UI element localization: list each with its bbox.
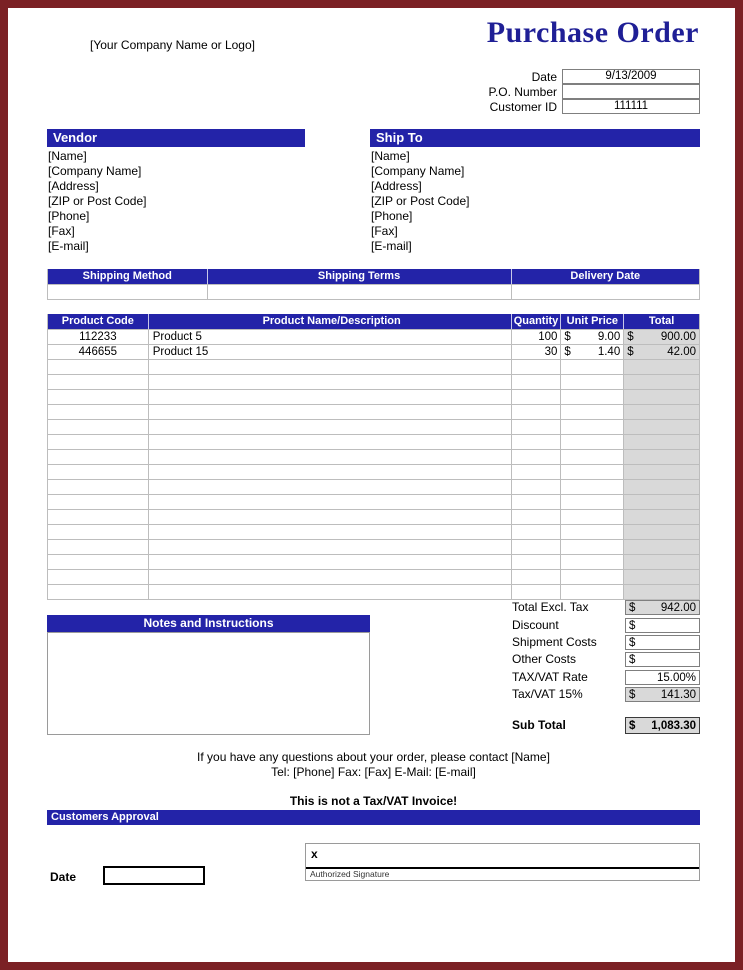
empty-cell (624, 555, 699, 569)
empty-cell (149, 465, 512, 479)
empty-cell (512, 480, 562, 494)
empty-cell (149, 570, 512, 584)
authorized-signature-label: Authorized Signature (310, 869, 390, 879)
po-number-field[interactable] (562, 84, 700, 99)
empty-cell (48, 405, 149, 419)
empty-cell (624, 480, 699, 494)
vendor-line: [Company Name] (48, 164, 142, 178)
tax-vat-rate-label: TAX/VAT Rate (512, 670, 588, 684)
total-excl-tax-value (625, 600, 700, 615)
notes-section-header: Notes and Instructions (47, 615, 370, 632)
empty-cell (512, 435, 562, 449)
amount: 1,083.30 (651, 719, 696, 732)
empty-cell (624, 540, 699, 554)
product-code-cell: 112233 (48, 330, 149, 344)
empty-cell (561, 495, 624, 509)
vendor-line: [Address] (48, 179, 99, 193)
total-cell (624, 345, 699, 359)
items-table (47, 314, 700, 600)
empty-cell (48, 540, 149, 554)
shipment-costs-label: Shipment Costs (512, 635, 597, 649)
empty-cell (149, 525, 512, 539)
signature-area[interactable] (305, 843, 700, 881)
empty-cell (48, 465, 149, 479)
empty-cell (512, 405, 562, 419)
empty-cell (624, 435, 699, 449)
empty-cell (149, 510, 512, 524)
shipping-terms-header: Shipping Terms (208, 269, 512, 284)
date-field[interactable]: 9/13/2009 (562, 69, 700, 84)
currency-symbol: $ (627, 346, 634, 358)
total-header: Total (648, 315, 675, 327)
empty-cell (149, 420, 512, 434)
ship-to-line: [ZIP or Post Code] (371, 194, 470, 208)
empty-cell (149, 405, 512, 419)
product-name-header: Product Name/Description (149, 314, 512, 329)
tax-vat-rate-value (625, 670, 700, 685)
empty-cell (561, 480, 624, 494)
table-row-empty (48, 510, 699, 525)
table-row-empty (48, 405, 699, 420)
empty-cell (512, 585, 562, 599)
empty-cell (512, 360, 562, 374)
shipping-method-field[interactable] (48, 285, 208, 299)
empty-cell (512, 390, 562, 404)
vendor-line: [ZIP or Post Code] (48, 194, 147, 208)
shipping-method-header: Shipping Method (48, 269, 208, 284)
empty-cell (624, 510, 699, 524)
table-row-empty (48, 570, 699, 585)
contact-line: Tel: [Phone] Fax: [Fax] E-Mail: [E-mail] (271, 765, 476, 779)
empty-cell (48, 375, 149, 389)
approval-date-field[interactable] (103, 866, 205, 885)
quantity-cell: 100 (512, 330, 562, 344)
empty-cell (512, 570, 562, 584)
customers-approval-header: Customers Approval (47, 810, 700, 825)
ship-to-line: [Address] (371, 179, 422, 193)
shipping-terms-field[interactable] (208, 285, 512, 299)
items-empty-rows (48, 360, 699, 600)
empty-cell (561, 525, 624, 539)
empty-cell (149, 555, 512, 569)
empty-cell (561, 435, 624, 449)
ship-to-line: [E-mail] (371, 239, 412, 253)
table-row-empty (48, 465, 699, 480)
empty-cell (624, 525, 699, 539)
empty-cell (149, 435, 512, 449)
empty-cell (48, 555, 149, 569)
empty-cell (561, 390, 624, 404)
table-row-empty (48, 450, 699, 465)
other-costs-label: Other Costs (512, 652, 577, 666)
empty-cell (561, 420, 624, 434)
customer-id-label: Customer ID (489, 99, 557, 114)
currency-symbol: $ (627, 331, 634, 343)
currency-symbol: $ (629, 653, 636, 666)
empty-cell (48, 495, 149, 509)
ship-to-section-header: Ship To (370, 129, 700, 147)
unit-price-value: 9.00 (597, 331, 621, 343)
empty-cell (512, 375, 562, 389)
company-logo-placeholder: [Your Company Name or Logo] (90, 38, 255, 52)
vendor-line: [E-mail] (48, 239, 89, 253)
table-row-empty (48, 435, 699, 450)
quantity-header: Quantity (512, 314, 562, 329)
table-row-empty (48, 525, 699, 540)
table-row-empty (48, 375, 699, 390)
currency-symbol: $ (564, 346, 571, 358)
currency-symbol: $ (629, 688, 636, 701)
date-label: Date (531, 69, 557, 84)
invoice-note: This is not a Tax/VAT Invoice! (289, 794, 458, 808)
product-name-cell: Product 5 (149, 330, 512, 344)
empty-cell (561, 375, 624, 389)
unit-price-header: Unit Price (561, 314, 624, 329)
total-excl-tax-label: Total Excl. Tax (512, 600, 589, 614)
shipping-header-row (48, 269, 699, 285)
table-row (48, 345, 699, 360)
table-row-empty (48, 585, 699, 600)
items-header-row (48, 314, 699, 330)
empty-cell (512, 450, 562, 464)
ship-to-line: [Phone] (371, 209, 413, 223)
empty-cell (512, 540, 562, 554)
empty-cell (624, 405, 699, 419)
empty-cell (512, 510, 562, 524)
empty-cell (561, 405, 624, 419)
empty-cell (624, 570, 699, 584)
empty-cell (561, 540, 624, 554)
discount-label: Discount (512, 618, 559, 632)
empty-cell (624, 360, 699, 374)
empty-cell (561, 585, 624, 599)
empty-cell (149, 495, 512, 509)
empty-cell (561, 555, 624, 569)
table-row-empty (48, 480, 699, 495)
unit-price-cell (561, 345, 624, 359)
amount: 942.00 (660, 601, 696, 614)
unit-price-cell (561, 330, 624, 344)
empty-cell (149, 540, 512, 554)
total-value: 900.00 (660, 331, 697, 343)
contact-line: If you have any questions about your order, please contact [Name] (197, 750, 550, 764)
empty-cell (149, 390, 512, 404)
delivery-date-field[interactable] (512, 285, 699, 299)
empty-cell (48, 420, 149, 434)
discount-field[interactable] (625, 618, 700, 633)
empty-cell (48, 480, 149, 494)
unit-price-value: 1.40 (597, 346, 621, 358)
ship-to-line: [Company Name] (371, 164, 465, 178)
empty-cell (624, 420, 699, 434)
empty-cell (561, 510, 624, 524)
product-code-header: Product Code (48, 314, 149, 329)
quantity-cell: 30 (512, 345, 562, 359)
empty-cell (48, 585, 149, 599)
tax-vat-label: Tax/VAT 15% (512, 687, 583, 701)
page-title: Purchase Order (486, 16, 699, 49)
customer-id-row (442, 99, 700, 114)
empty-cell (512, 525, 562, 539)
empty-cell (48, 510, 149, 524)
currency-symbol: $ (629, 601, 636, 614)
empty-cell (512, 555, 562, 569)
amount: 15.00% (656, 671, 696, 684)
empty-cell (48, 360, 149, 374)
shipment-costs-field[interactable] (625, 635, 700, 650)
currency-symbol: $ (629, 619, 636, 632)
table-row-empty (48, 555, 699, 570)
customer-id-field[interactable]: 111111 (562, 99, 700, 114)
empty-cell (512, 495, 562, 509)
empty-cell (149, 360, 512, 374)
vendor-line: [Name] (48, 149, 87, 163)
vendor-line: [Phone] (48, 209, 90, 223)
empty-cell (624, 495, 699, 509)
empty-cell (149, 585, 512, 599)
empty-cell (48, 525, 149, 539)
empty-cell (149, 480, 512, 494)
empty-cell (149, 375, 512, 389)
signature-x-mark: x (311, 847, 318, 861)
total-cell (624, 330, 699, 344)
empty-cell (48, 390, 149, 404)
table-row-empty (48, 360, 699, 375)
empty-cell (624, 585, 699, 599)
table-row-empty (48, 540, 699, 555)
empty-cell (149, 450, 512, 464)
date-row (442, 69, 700, 84)
empty-cell (48, 570, 149, 584)
ship-to-line: [Fax] (371, 224, 398, 238)
notes-field[interactable] (47, 632, 370, 735)
currency-symbol: $ (564, 331, 571, 343)
product-name-cell: Product 15 (149, 345, 512, 359)
currency-symbol: $ (629, 719, 636, 732)
vendor-section-header: Vendor (47, 129, 305, 147)
approval-date-label: Date (50, 870, 77, 884)
empty-cell (512, 465, 562, 479)
empty-cell (512, 420, 562, 434)
table-row-empty (48, 390, 699, 405)
empty-cell (561, 450, 624, 464)
delivery-date-header: Delivery Date (570, 270, 641, 282)
empty-cell (561, 465, 624, 479)
total-value: 42.00 (667, 346, 697, 358)
empty-cell (624, 390, 699, 404)
other-costs-field[interactable] (625, 652, 700, 667)
empty-cell (624, 450, 699, 464)
po-number-row (442, 84, 700, 99)
vendor-line: [Fax] (48, 224, 75, 238)
empty-cell (48, 435, 149, 449)
sub-total-value (625, 717, 700, 734)
empty-cell (624, 465, 699, 479)
vendor-address-block (48, 149, 147, 254)
empty-cell (624, 375, 699, 389)
shipping-table (47, 269, 700, 300)
tax-vat-value (625, 687, 700, 702)
empty-cell (561, 570, 624, 584)
ship-to-line: [Name] (371, 149, 410, 163)
po-number-label: P.O. Number (488, 84, 557, 99)
table-row-empty (48, 420, 699, 435)
table-row-empty (48, 495, 699, 510)
empty-cell (561, 360, 624, 374)
amount: 141.30 (660, 688, 696, 701)
sub-total-label: Sub Total (512, 718, 566, 732)
currency-symbol: $ (629, 636, 636, 649)
shipping-value-row (48, 285, 699, 300)
empty-cell (48, 450, 149, 464)
table-row (48, 330, 699, 345)
product-code-cell: 446655 (48, 345, 149, 359)
ship-to-address-block (371, 149, 470, 254)
